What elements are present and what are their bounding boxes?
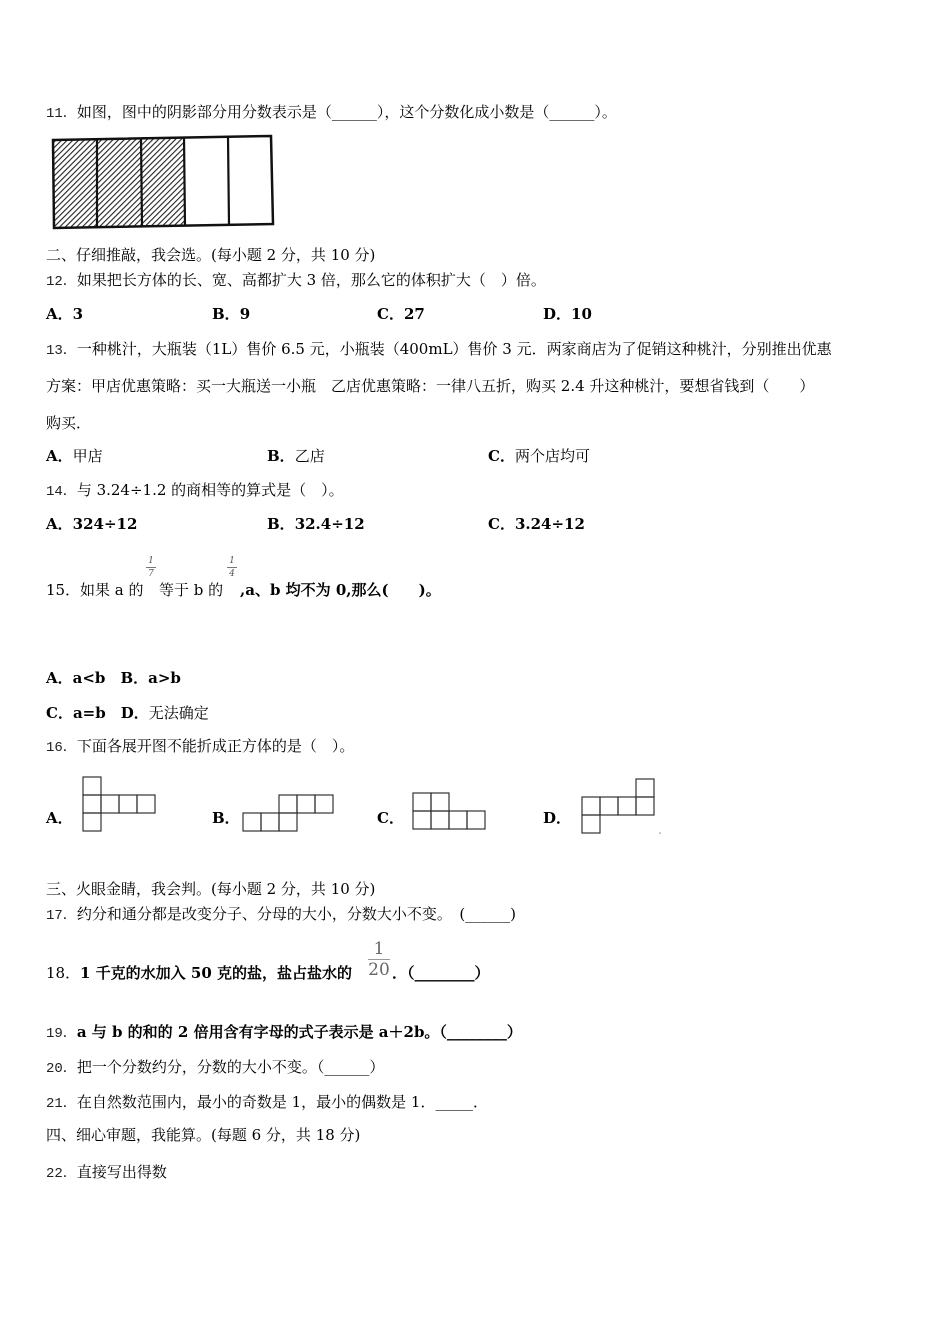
option-d-label: D． — [543, 809, 572, 827]
question-15-text-a: 如果 a 的 — [80, 581, 144, 599]
option-b: B．32.4÷12 — [267, 515, 365, 533]
question-number: 11． — [46, 106, 77, 122]
question-number: 17． — [46, 908, 77, 924]
option-c: C．27 — [377, 305, 425, 323]
question-17 — [46, 904, 516, 926]
option-d: D．10 — [543, 305, 592, 323]
question-15-text-c: ,a、b 均不为 0,那么( )。 — [240, 581, 441, 599]
shaded-part-2 — [97, 138, 141, 226]
section-3-heading: 三、火眼金睛，我会判。(每小题 2 分，共 10 分) — [46, 880, 376, 898]
question-number: 12． — [46, 274, 77, 290]
section-4-heading: 四、细心审题，我能算。(每题 6 分，共 18 分) — [46, 1126, 361, 1144]
question-20 — [46, 1057, 384, 1079]
question-14 — [46, 480, 344, 502]
fraction-one-quarter: 1 4 — [227, 556, 237, 579]
option-a: A．3 — [46, 305, 84, 323]
question-text: 与 3.24÷1.2 的商相等的算式是（ ）。 — [76, 481, 344, 499]
cube-net-c — [412, 792, 490, 832]
question-text: 在自然数范围内，最小的奇数是 1，最小的偶数是 1．_____． — [76, 1093, 488, 1111]
question-13-line-2: 方案：甲店优惠策略：买一大瓶送一小瓶 乙店优惠策略：一律八五折，购买 2.4 升这种桃汁，要想省钱到（ ） — [46, 377, 815, 395]
question-number: 20． — [46, 1061, 77, 1077]
question-text: 一种桃汁，大瓶装（1L）售价 6.5 元，小瓶装（400mL）售价 3 元．两家商店为了促销这种桃汁，分别推出优惠 — [76, 340, 832, 358]
cube-net-d — [580, 778, 660, 838]
question-18-text-a: 1 千克的水加入 50 克的盐，盐占盐水的 — [80, 964, 352, 982]
option-c: C．两个店均可 — [488, 447, 590, 465]
question-13-line-1 — [46, 339, 832, 361]
question-text: 下面各展开图不能折成正方体的是（ ）。 — [76, 737, 355, 755]
question-number: 19． — [46, 1026, 77, 1042]
question-19 — [46, 1022, 522, 1044]
question-16 — [46, 736, 354, 758]
question-number: 22． — [46, 1166, 77, 1182]
question-number: 16． — [46, 740, 77, 756]
shaded-part-1 — [53, 139, 97, 227]
question-text: 把一个分数约分，分数的大小不变。（______） — [76, 1058, 385, 1076]
question-22 — [46, 1162, 167, 1184]
option-a: A．甲店 — [46, 447, 103, 465]
option-row-2: C．a=b D．无法确定 — [46, 704, 209, 722]
question-text: 约分和通分都是改变分子、分母的大小，分数大小不变。 (______) — [76, 905, 517, 923]
question-text: 如果把长方体的长、宽、高都扩大 3 倍，那么它的体积扩大（ ）倍。 — [76, 271, 546, 289]
question-text: a 与 b 的和的 2 倍用含有字母的式子表示是 a＋2b。（________） — [76, 1023, 522, 1041]
option-b: B．乙店 — [267, 447, 325, 465]
question-text: 如图，图中的阴影部分用分数表示是（______），这个分数化成小数是（______）。 — [76, 103, 617, 121]
option-a-label: A． — [46, 809, 73, 827]
question-13-line-3: 购买． — [46, 414, 92, 432]
question-18-text-b: ．（________） — [392, 964, 490, 982]
option-c: C．3.24÷12 — [488, 515, 585, 533]
cube-net-a — [82, 776, 158, 832]
cube-net-b — [242, 794, 338, 834]
section-2-heading: 二、仔细推敲，我会选。(每小题 2 分，共 10 分) — [46, 246, 376, 264]
option-b-label: B． — [212, 809, 240, 827]
option-b: B．9 — [212, 305, 251, 323]
question-number: 21． — [46, 1096, 77, 1112]
shaded-rectangle-figure — [50, 134, 276, 230]
question-18-number: 18． — [46, 964, 81, 982]
question-15-text-b: 等于 b 的 — [159, 581, 224, 599]
fraction-one-seventh: 1 7 — [146, 556, 156, 579]
shaded-part-3 — [141, 137, 185, 225]
question-15-number: 15． — [46, 581, 81, 599]
question-text: 直接写出得数 — [76, 1163, 167, 1181]
question-number: 13． — [46, 343, 77, 359]
question-12 — [46, 270, 546, 292]
question-number: 14． — [46, 484, 77, 500]
question-11 — [46, 102, 617, 124]
question-21 — [46, 1092, 488, 1114]
option-c-label: C． — [377, 809, 404, 827]
option-a: A．324÷12 — [46, 515, 138, 533]
option-row-1: A．a<b B．a>b — [46, 669, 181, 687]
fraction-one-twentieth: 1 20 — [368, 939, 390, 980]
